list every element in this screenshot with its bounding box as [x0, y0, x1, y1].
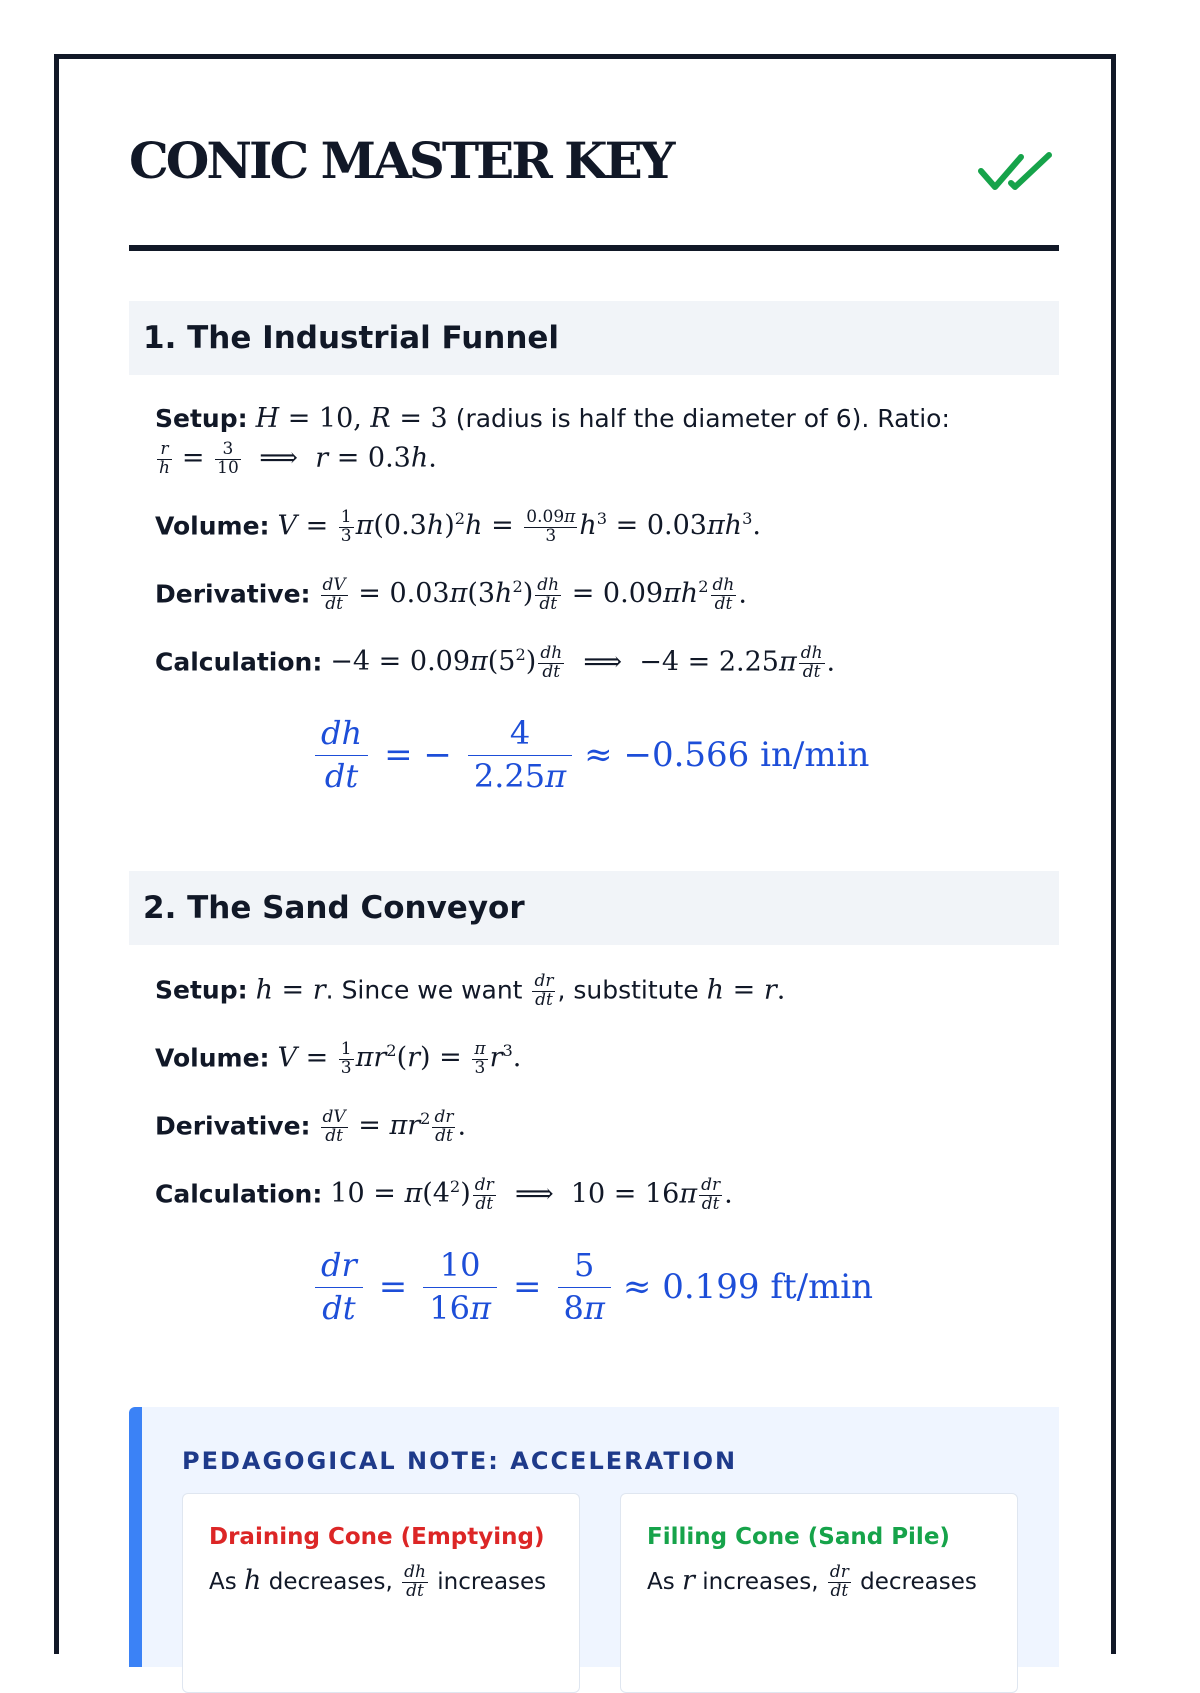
section-1-volume: Volume: V = $\frac{1}{3}$ $\pi(0.3h)^2h$ = $\frac{0.09\pi}{3}$ $h^3 = 0.03\pi h^3$. — [155, 507, 761, 546]
section-1-calculation: Calculation: $-4 = 0.09\pi(5^2)$ $\frac{dh}{dt}$ ⟹ −4 = 2.25π $\frac{dh}{dt}$ . — [155, 643, 836, 682]
section-2-result: $\frac{dr}{dt}$ = $\frac{10}{16\pi}$ = $\frac{5}{8\pi}$ ≈ 0.199 ft/min — [309, 1245, 873, 1329]
volume-label: Volume: — [155, 1043, 270, 1073]
draining-cone-heading: Draining Cone (Emptying) — [209, 1524, 545, 1550]
filling-cone-text: As r increases, $\frac{dr}{dt}$ decreases — [647, 1562, 977, 1601]
double-check-icon — [977, 145, 1057, 193]
filling-cone-card — [620, 1493, 1018, 1693]
section-2-volume: Volume: V = $\frac{1}{3}$ $\pi r^2(r)$ = $\frac{\pi}{3}$ $r^3$. — [155, 1039, 522, 1078]
setup-note: (radius is half the diameter of 6). Ratio: — [455, 404, 950, 433]
setup-text-b: , substitute — [557, 975, 699, 1005]
note-title: PEDAGOGICAL NOTE: ACCELERATION — [182, 1447, 738, 1475]
calculation-label: Calculation: — [155, 1179, 323, 1209]
derivative-label: Derivative: — [155, 1111, 311, 1141]
section-1-heading: 1. The Industrial Funnel — [129, 301, 1059, 375]
section-1-result-value: ≈ −0.566 in/min — [584, 735, 870, 776]
setup-text-a: . Since we want — [325, 975, 523, 1005]
answer-key-card — [54, 54, 1116, 1654]
section-1-result: $\frac{dh}{dt}$ = − $\frac{4}{2.25\pi}$ ≈ −0.566 in/min — [309, 713, 869, 797]
section-1-ratio: $\frac{r}{h}$ = $\frac{3}{10}$ ⟹ r = 0.3h. — [159, 439, 437, 478]
filling-cone-heading: Filling Cone (Sand Pile) — [647, 1524, 950, 1550]
title-divider — [129, 245, 1059, 251]
pedagogical-note — [129, 1407, 1059, 1667]
derivative-label: Derivative: — [155, 579, 311, 609]
setup-label: Setup: — [155, 975, 248, 1005]
calculation-label: Calculation: — [155, 647, 323, 677]
section-2-result-value: ≈ 0.199 ft/min — [622, 1267, 874, 1308]
section-1-setup: Setup: H = 10, R = 3 (radius is half the diameter of 6). Ratio: — [155, 403, 950, 434]
section-2-setup: Setup: h = r. Since we want $\frac{dr}{dt}$ , substitute h = r. — [155, 971, 786, 1010]
volume-label: Volume: — [155, 511, 270, 541]
draining-cone-card — [182, 1493, 580, 1693]
setup-label: Setup: — [155, 404, 248, 433]
section-2-heading: 2. The Sand Conveyor — [129, 871, 1059, 945]
section-2-derivative: Derivative: $\frac{dV}{dt}$ = $\pi r^2$ $\frac{dr}{dt}$ . — [155, 1107, 467, 1146]
draining-cone-text: As h decreases, $\frac{dh}{dt}$ increases — [209, 1562, 547, 1601]
page-title: CONIC MASTER KEY — [129, 131, 673, 190]
section-1-derivative: Derivative: $\frac{dV}{dt}$ = $0.03\pi(3h^2)$ $\frac{dh}{dt}$ = $0.09\pi h^2$ $\frac{dh}{dt}$ . — [155, 575, 747, 614]
section-2-calculation: Calculation: $10 = \pi(4^2)$ $\frac{dr}{dt}$ ⟹ 10 = 16π $\frac{dr}{dt}$ . — [155, 1175, 733, 1214]
